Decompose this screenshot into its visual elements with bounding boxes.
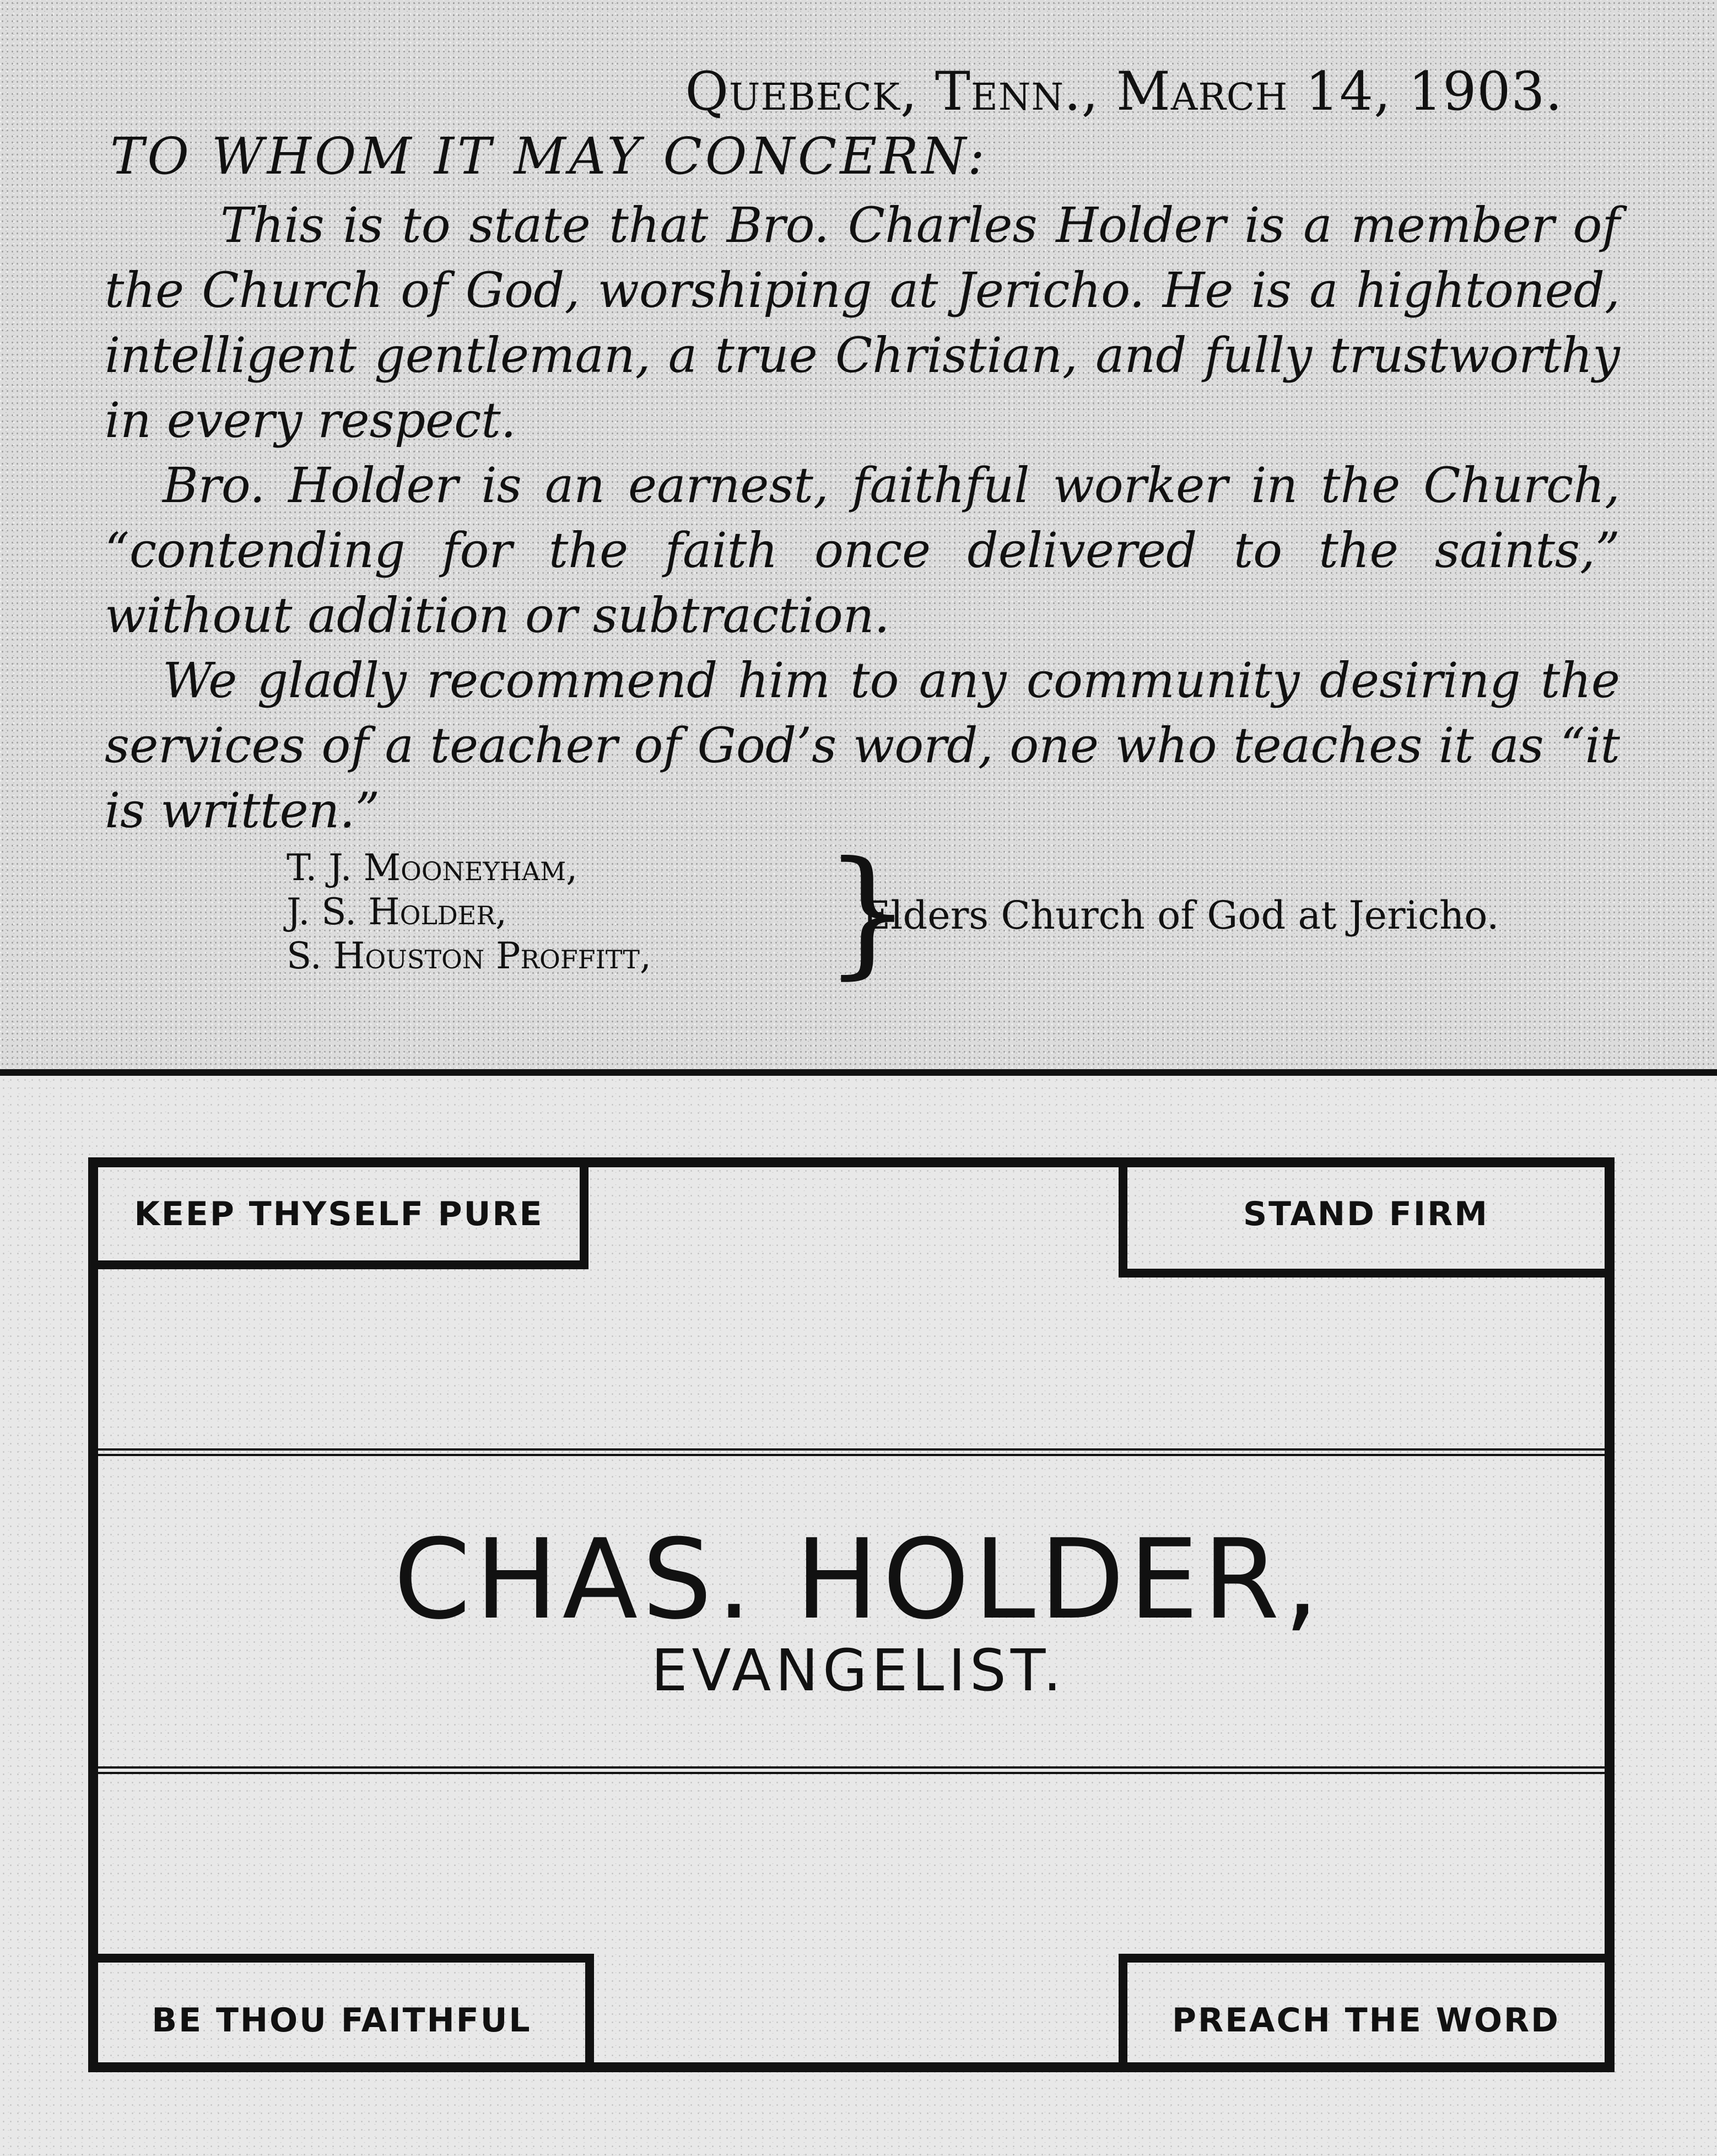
motto-be-thou-faithful: BE THOU FAITHFUL [152,2001,532,2040]
letter-paragraph-2: Bro. Holder is an earnest, faithful worker in the Church, “contending for the faith once delivered to the saints,” without addition or subtraction. [105,457,1620,644]
card-title: EVANGELIST. [651,1637,1066,1704]
corner-box-bottom-left [98,1954,594,2062]
motto-stand-firm: STAND FIRM [1243,1195,1489,1233]
elders-label: Elders Church of God at Jericho. [862,893,1499,938]
letter-dateline: Quebeck, Tenn., March 14, 1903. [685,61,1563,122]
letter-paragraph-1: This is to state that Bro. Charles Holder is a member of the Church of God, worshiping at Jericho. He is a hightoned, intelligent gentleman, a true Christian, and fully trustworthy in every respect. [105,197,1620,449]
double-rule-upper [98,1448,1605,1456]
signer-2: J. S. Holder, [287,891,507,933]
motto-keep-thyself-pure: KEEP THYSELF PURE [134,1195,544,1233]
recommendation-letter [0,0,1717,1069]
section-divider [0,1069,1717,1076]
signer-1: T. J. Mooneyham, [287,847,578,889]
corner-box-top-right [1119,1167,1605,1278]
letter-body [105,193,1620,843]
corner-box-bottom-right [1119,1954,1605,2062]
motto-preach-the-word: PREACH THE WORD [1172,2001,1560,2040]
letter-paragraph-3: We gladly recommend him to any community desiring the services of a teacher of God’s word, one who teaches it as “it is written.” [105,652,1620,839]
signers-list [287,846,651,978]
card-name: CHAS. HOLDER, [393,1516,1324,1644]
double-rule-lower [98,1766,1605,1774]
letter-salutation: TO WHOM IT MAY CONCERN: [110,127,988,186]
corner-box-top-left [98,1167,588,1269]
signer-3: S. Houston Proffitt, [287,935,651,977]
curly-brace-icon: } [824,832,912,992]
